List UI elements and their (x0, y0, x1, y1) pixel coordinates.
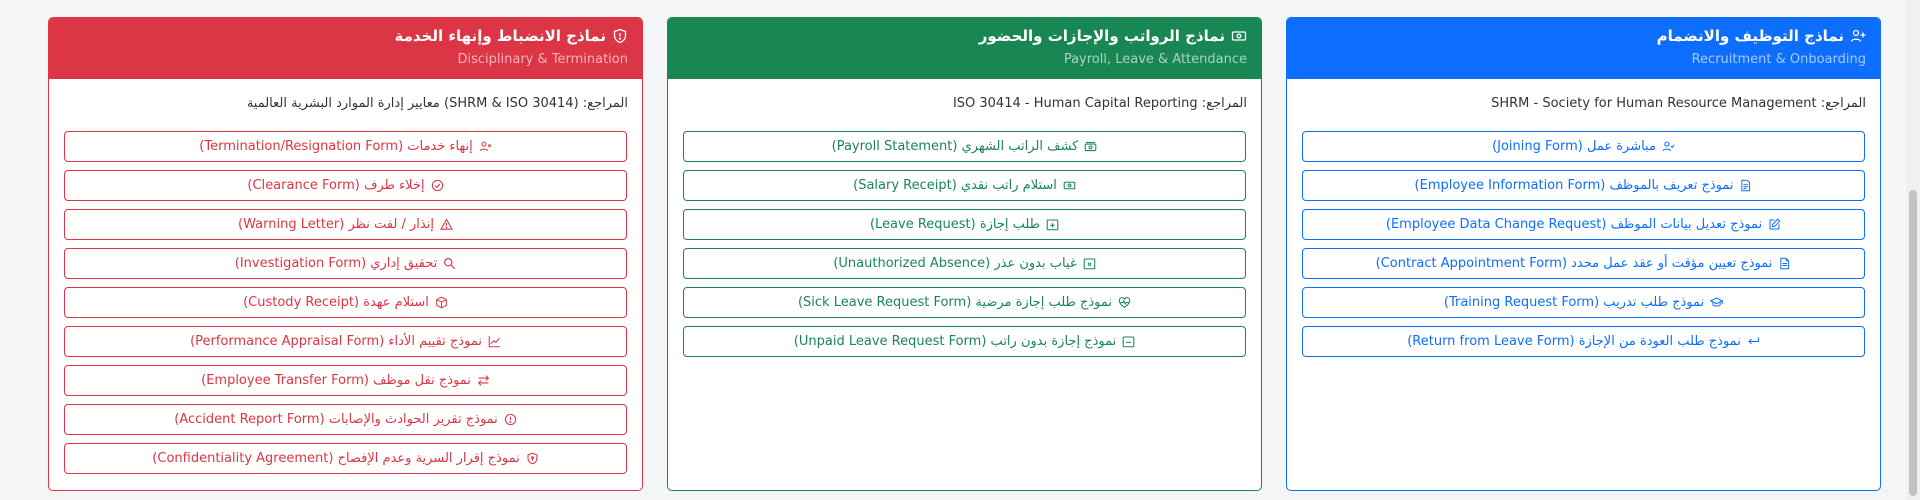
form-button-label: نموذج طلب تدريب (Training Request Form) (1443, 295, 1705, 310)
form-button-label: طلب إجازة (Leave Request) (869, 217, 1041, 232)
salary-receipt-button[interactable] (683, 170, 1246, 201)
references-label: المراجع: (582, 96, 628, 111)
form-button-label: مباشرة عمل (Joining Form) (1492, 139, 1656, 154)
form-list (668, 119, 1261, 357)
box-icon (435, 296, 448, 309)
unpaid-leave-button[interactable] (683, 326, 1246, 357)
form-button-label: إنذار / لفت نظر (Warning Letter) (238, 217, 434, 232)
mortarboard-icon (1710, 296, 1723, 309)
form-button-label: استلام عهدة (Custody Receipt) (243, 295, 429, 310)
joining-form-button[interactable] (1302, 131, 1865, 162)
form-button-label: غياب بدون عذر (Unauthorized Absence) (833, 256, 1077, 271)
warning-triangle-icon (440, 218, 453, 231)
card-header-payroll (668, 18, 1261, 79)
custody-receipt-button[interactable] (64, 287, 627, 318)
scrollbar-thumb[interactable] (1909, 190, 1917, 496)
form-button-label: كشف الراتب الشهري (Payroll Statement) (831, 139, 1079, 154)
form-button-label: نموذج طلب العودة من الإجازة (Return from Leave Form) (1407, 334, 1741, 349)
card-subtitle: Disciplinary & Termination (457, 52, 628, 67)
cash-stack-icon (1084, 140, 1097, 153)
card-subtitle: Recruitment & Onboarding (1691, 52, 1866, 67)
leave-request-button[interactable] (683, 209, 1246, 240)
employee-transfer-button[interactable] (64, 365, 627, 396)
form-button-label: نموذج إقرار السرية وعدم الإفصاح (Confidentiality Agreement) (152, 451, 520, 466)
references-line (668, 79, 1261, 119)
employee-information-button[interactable] (1302, 170, 1865, 201)
confidentiality-agreement-button[interactable] (64, 443, 627, 474)
form-button-label: نموذج نقل موظف (Employee Transfer Form) (201, 373, 471, 388)
references-label: المراجع: (1820, 96, 1866, 111)
form-button-label: استلام راتب نقدي (Salary Receipt) (853, 178, 1057, 193)
form-button-label: نموذج تقييم الأداء (Performance Appraisal Form) (190, 334, 482, 349)
references-line (1287, 79, 1880, 119)
search-icon (443, 257, 456, 270)
card-header-disciplinary (49, 18, 642, 79)
arrow-left-right-icon (477, 374, 490, 387)
exclamation-circle-icon (504, 413, 517, 426)
page-scrollbar[interactable] (1906, 0, 1920, 500)
card-title: نماذج التوظيف والانضمام (1656, 27, 1844, 45)
file-text-icon (1739, 179, 1752, 192)
calendar-x-icon (1083, 257, 1096, 270)
form-button-label: نموذج إجازة بدون راتب (Unpaid Leave Request Form) (793, 334, 1117, 349)
form-list (1287, 119, 1880, 357)
form-button-label: نموذج تعيين مؤقت أو عقد عمل محدد (Contract Appointment Form) (1375, 256, 1773, 271)
shield-icon (612, 28, 628, 44)
card-title: نماذج الانضباط وإنهاء الخدمة (394, 27, 606, 45)
return-from-leave-button[interactable] (1302, 326, 1865, 357)
references-line (49, 79, 642, 119)
person-check-icon (1662, 140, 1675, 153)
clearance-form-button[interactable] (64, 170, 627, 201)
accident-report-button[interactable] (64, 404, 627, 435)
heart-pulse-icon (1118, 296, 1131, 309)
investigation-form-button[interactable] (64, 248, 627, 279)
sick-leave-button[interactable] (683, 287, 1246, 318)
card-recruitment (1286, 17, 1881, 491)
person-plus-icon (1850, 28, 1866, 44)
form-button-label: تحقيق إداري (Investigation Form) (234, 256, 438, 271)
card-subtitle: Payroll, Leave & Attendance (1063, 52, 1247, 67)
references-value: SHRM - Society for Human Resource Management (1491, 96, 1817, 111)
unauthorized-absence-button[interactable] (683, 248, 1246, 279)
check-circle-icon (431, 179, 444, 192)
card-title: نماذج الرواتب والإجازات والحضور (978, 27, 1225, 45)
arrow-return-icon (1747, 335, 1760, 348)
person-x-icon (479, 140, 492, 153)
pencil-square-icon (1768, 218, 1781, 231)
references-value: معايير إدارة الموارد البشرية العالمية (SHRM & ISO 30414) (246, 96, 579, 111)
graph-up-icon (488, 335, 501, 348)
contract-appointment-button[interactable] (1302, 248, 1865, 279)
card-disciplinary (48, 17, 643, 491)
references-value: ISO 30414 - Human Capital Reporting (952, 96, 1198, 111)
cash-icon (1063, 179, 1076, 192)
form-button-label: نموذج طلب إجازة مرضية (Sick Leave Request Form) (797, 295, 1113, 310)
file-earmark-icon (1778, 257, 1791, 270)
payroll-statement-button[interactable] (683, 131, 1246, 162)
form-button-label: إخلاء طرف (Clearance Form) (247, 178, 425, 193)
warning-letter-button[interactable] (64, 209, 627, 240)
card-header-recruitment (1287, 18, 1880, 79)
termination-form-button[interactable] (64, 131, 627, 162)
form-list (49, 119, 642, 474)
calendar-plus-icon (1046, 218, 1059, 231)
shield-lock-icon (526, 452, 539, 465)
performance-appraisal-button[interactable] (64, 326, 627, 357)
calendar-minus-icon (1122, 335, 1135, 348)
training-request-button[interactable] (1302, 287, 1865, 318)
cash-icon (1231, 28, 1247, 44)
form-button-label: إنهاء خدمات (Termination/Resignation Form) (199, 139, 473, 154)
form-button-label: نموذج تقرير الحوادث والإصابات (Accident Report Form) (174, 412, 498, 427)
form-button-label: نموذج تعديل بيانات الموظف (Employee Data Change Request) (1385, 217, 1763, 232)
references-label: المراجع: (1201, 96, 1247, 111)
employee-data-change-button[interactable] (1302, 209, 1865, 240)
form-button-label: نموذج تعريف بالموظف (Employee Information Form) (1414, 178, 1734, 193)
card-payroll (667, 17, 1262, 491)
